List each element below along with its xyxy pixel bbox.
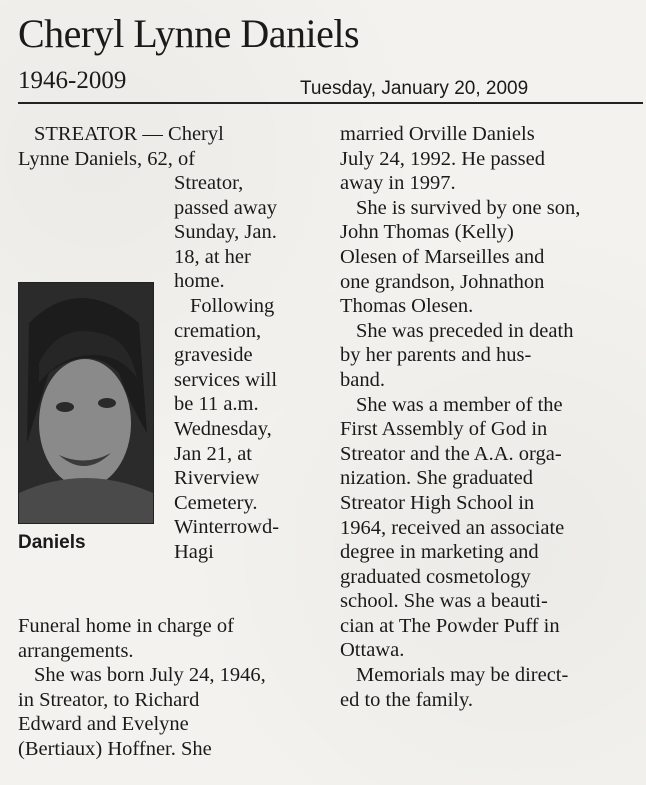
text-line: one grandson, Johnathon bbox=[340, 270, 545, 293]
text-line: She was born July 24, 1946, bbox=[34, 664, 266, 687]
text-line: school. She was a beauti- bbox=[340, 590, 548, 613]
text-line: Olesen of Marseilles and bbox=[340, 245, 545, 268]
text-line: Following bbox=[190, 294, 275, 317]
text-line: July 24, 1992. He passed bbox=[340, 147, 545, 170]
text-line: She was a member of the bbox=[356, 393, 563, 416]
header-rule bbox=[18, 102, 643, 104]
text-line: Thomas Olesen. bbox=[340, 295, 474, 318]
text-line: be 11 a.m. bbox=[174, 393, 259, 416]
page-title: Cheryl Lynne Daniels bbox=[18, 11, 360, 56]
publication-date: Tuesday, January 20, 2009 bbox=[300, 78, 529, 99]
text-line: nization. She graduated bbox=[340, 467, 533, 490]
photo-caption: Daniels bbox=[18, 532, 86, 553]
text-line: 1964, received an associate bbox=[340, 516, 565, 539]
text-line: Riverview bbox=[174, 467, 260, 490]
text-line: graduated cosmetology bbox=[340, 565, 531, 588]
text-line: First Assembly of God in bbox=[340, 418, 548, 441]
text-line: band. bbox=[340, 368, 385, 391]
text-line: married Orville Daniels bbox=[340, 123, 535, 145]
text-line: 18, at her bbox=[174, 245, 251, 268]
text-line: John Thomas (Kelly) bbox=[340, 221, 514, 244]
text-line: away in 1997. bbox=[340, 172, 456, 195]
text-line: Sunday, Jan. bbox=[174, 221, 277, 244]
text-line: Lynne Daniels, 62, of bbox=[18, 147, 196, 170]
text-line: Cemetery. bbox=[174, 491, 258, 514]
column-b bbox=[340, 122, 580, 712]
text-line: (Bertiaux) Hoffner. She bbox=[18, 737, 212, 760]
text-line: cian at The Powder Puff in bbox=[340, 614, 560, 637]
text-line: Edward and Evelyne bbox=[18, 713, 189, 736]
text-line: graveside bbox=[174, 344, 253, 367]
text-line: She is survived by one son, bbox=[356, 196, 581, 219]
text-line: services will bbox=[174, 368, 278, 391]
text-line: Ottawa. bbox=[340, 639, 405, 662]
text-line: Funeral home in charge of bbox=[18, 615, 234, 637]
text-line: She was preceded in death bbox=[356, 319, 574, 342]
life-years: 1946-2009 bbox=[18, 67, 127, 94]
portrait-image bbox=[19, 283, 153, 523]
text-line: by her parents and hus- bbox=[340, 344, 532, 367]
text-line: Hagi bbox=[174, 540, 214, 563]
text-line: Wednesday, bbox=[174, 417, 272, 440]
text-line: in Streator, to Richard bbox=[18, 688, 200, 711]
text-line: Memorials may be direct- bbox=[356, 664, 569, 687]
text-line: STREATOR — Cheryl bbox=[34, 123, 224, 145]
text-line: arrangements. bbox=[18, 639, 134, 662]
text-line: Streator and the A.A. orga- bbox=[340, 442, 562, 465]
text-line: passed away bbox=[174, 196, 278, 219]
text-line: Winterrowd- bbox=[174, 516, 280, 539]
text-line: Streator, bbox=[174, 172, 244, 194]
text-line: cremation, bbox=[174, 319, 262, 342]
text-line: Streator High School in bbox=[340, 491, 535, 514]
text-line: ed to the family. bbox=[340, 688, 474, 711]
portrait-photo bbox=[18, 282, 154, 524]
text-line: degree in marketing and bbox=[340, 541, 539, 564]
text-line: Jan 21, at bbox=[174, 442, 252, 465]
column-a-narrow bbox=[174, 171, 279, 565]
column-a-bottom bbox=[18, 614, 266, 762]
column-a-top bbox=[18, 122, 224, 171]
text-line: home. bbox=[174, 270, 225, 293]
